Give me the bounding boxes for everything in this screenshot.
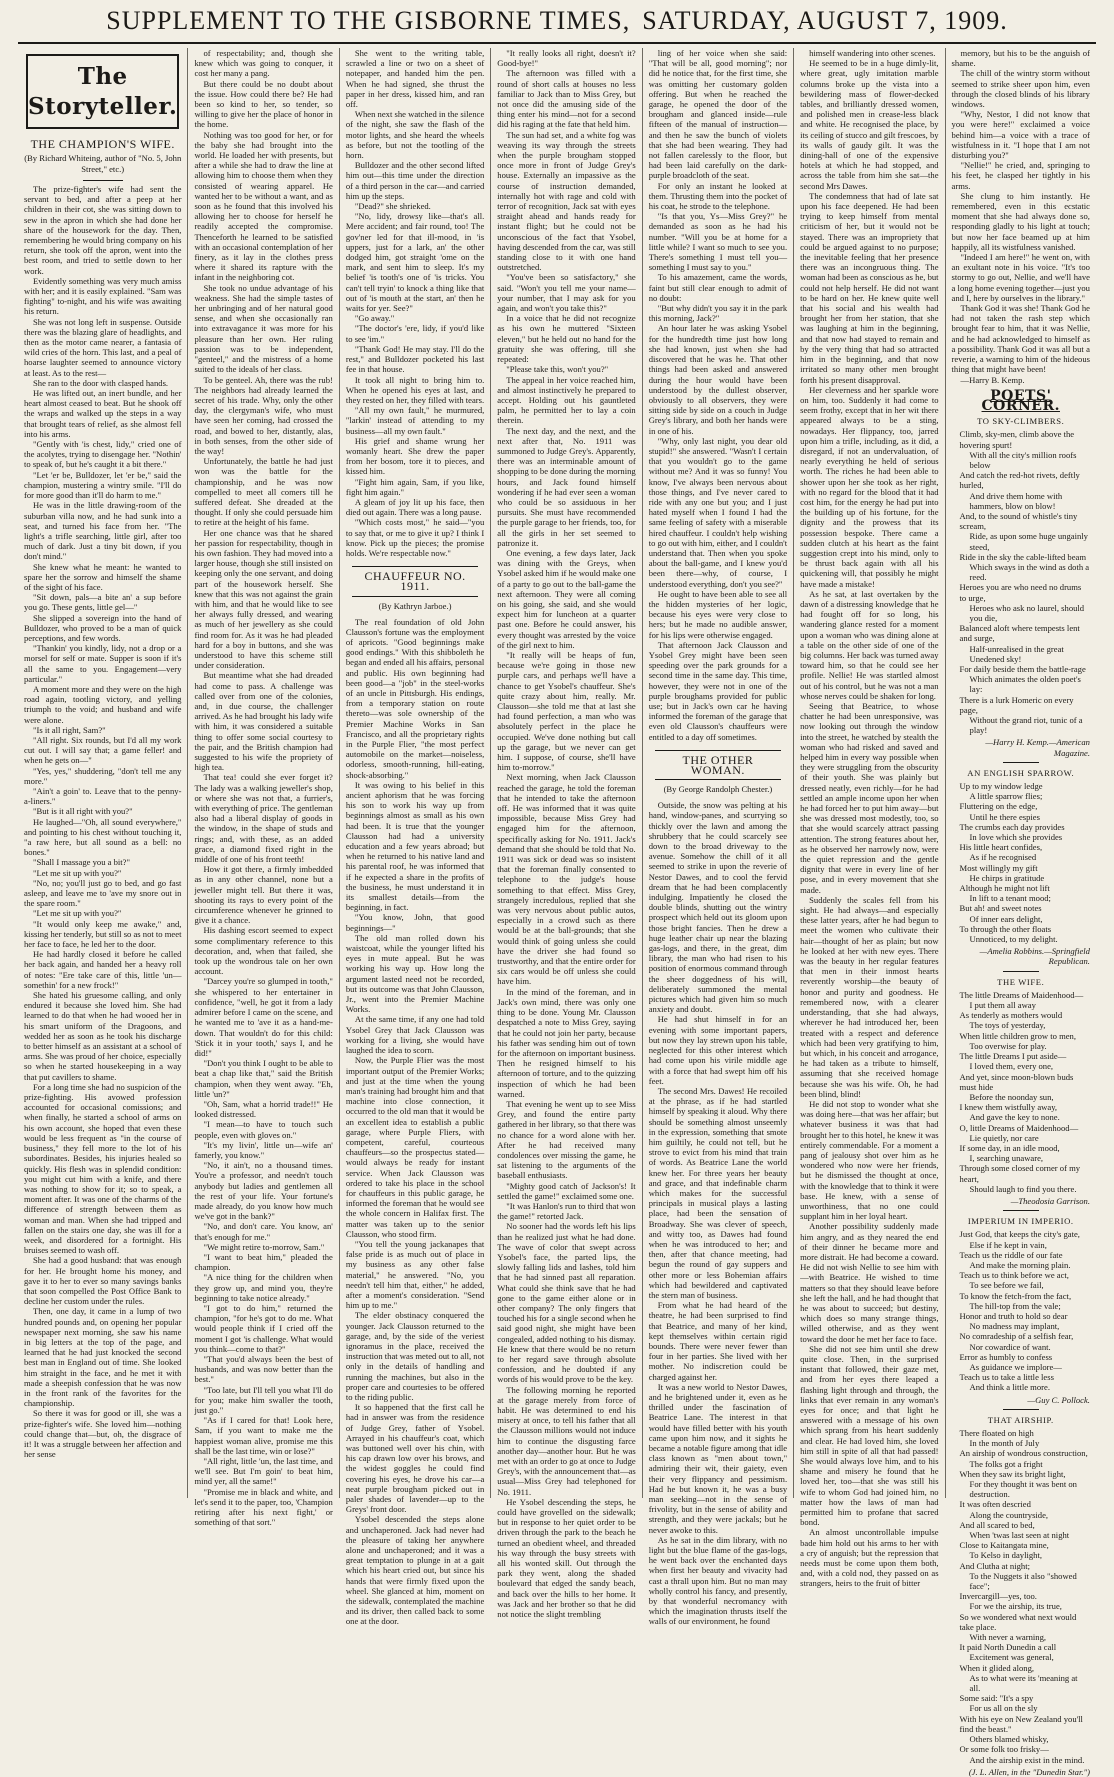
paragraph: "Go away." — [354, 313, 395, 324]
paragraph: His grief and shame wrung her womanly heart. She drew the paper from her bosom, tore it to pieces, and kissed him. — [345, 435, 485, 477]
paragraph: As he sat in the dim library, with no light but the blue flame of the gas-logs, he went back over the enchanted days when first her beauty and vivacity had cast a thrall upon him. But no man may wholly control his fancy, and presently, by that wonderful necromancy with which the imagination thrusts itself the walls of our environment, he found — [648, 1534, 788, 1627]
poem-line: Most willingly my gift — [959, 862, 1038, 873]
paragraph: She went to the writing table, scrawled a line or two on a sheet of notepaper, and handed him the pen. When he had signed, she thrust the paper in her dress, kissed him, and ran off. — [345, 48, 485, 110]
divider — [1003, 971, 1039, 972]
paragraph: —Harry B. Kemp. — [960, 374, 1025, 385]
poem-line: For us all on the sly — [969, 1703, 1038, 1714]
poem-line: And drive them home with hammers, blow on blow! — [969, 490, 1063, 511]
paragraph: For a long time she had no suspicion of the prize-fighting. His avowed profession accounted for occasional comissions; and when finally, he started a school of arms on his own account, she hoped that even these would be less frequent as "in the course of business," they fell more to the lot of his subordinates. Besides, his injuries healed so quickly. His flesh was in splendid condition: you might cut him with a knife, and there was nothing to show for it; so to speak, a moment after. It was one of the charms of the difference of strength between them as woman and man. When she had tripped and fallen on the stairs one day, she was ill for a week, and disordered for a fortnight. His bruises seemed to wash off. — [24, 1081, 182, 1256]
paragraph: "Yes, yes," shuddering, "don't tell me any more." — [24, 765, 182, 786]
poem-line: And the airship exist in the mind. — [969, 1754, 1085, 1765]
column-4 — [491, 48, 642, 1620]
poem-line: To Kelso in daylight, — [969, 1550, 1042, 1561]
story-byline: (By Richard Whiteing, author of "No. 5, John Street," etc.) — [24, 153, 182, 174]
poem-line: I loved them, every one, — [969, 1061, 1054, 1072]
paragraph: Bulldozer and the other second lifted him out—this time under the direction of a third person in the car—and carried him up the steps. — [345, 160, 485, 201]
poems — [952, 416, 1090, 1211]
paragraph: "The doctor's 'ere, lidy, if you'd like to see 'im." — [345, 323, 485, 344]
poem-line: For they thought it was bent on destruction. — [969, 1479, 1077, 1500]
paragraph: "Thankin' you kindly, lidy, not a drop or a morsel for self or mate. Supper is soon if it's all the same to you. Engagement—very particular." — [24, 643, 182, 684]
poem-line: The crumbs each day provides — [959, 821, 1065, 832]
paragraph: "I mean—to have to touch such people, even with gloves on." — [194, 1119, 333, 1140]
poem-line: He chirps in gratitude — [969, 872, 1045, 883]
poem-title: TO SKY-CLIMBERS. — [977, 416, 1065, 427]
paragraph: "You've been so satisfactory," she said. "Won't you tell me your name—your number, that I may ask for you again, and won't you take this?" — [497, 272, 636, 314]
paragraph: "It would only keep me awake," and, kissing her tenderly, but still so as not to meet her face to face, he led her to the door. — [24, 918, 182, 950]
poem-lines — [960, 781, 1090, 944]
paragraph: He had shut himself in for an evening with some important papers, but now they lay strewn upon his table, neglected for this other interest which had come upon his virile middle age with a force that had swept him off his feet. — [648, 1014, 788, 1086]
paragraph: The prize-fighter's wife had sent the servant to bed, and after a peep at her children in their cot, she was sitting down to sew in the apron in which she had done her share of the housework for the day. Then, remembering he would bring company on his return, she took off the apron, went into the best room, and tried to settle down to her work. — [24, 184, 182, 276]
paragraph: memory, but his to be the anguish of shame. — [951, 48, 1090, 69]
paragraph: Nothing was too good for her, or for the baby she had brought into the world. He loaded her with presents, but after a while she had to draw the line at allowing him to choose them when they consisted of wearing apparel. He wanted her to be without a want, and as soon as he found that this involved his allowing her to choose for herself he readily accepted the compromise. Thenceforth he learned to be satisfied with an occasional contemplation of her finery, as it lay in the clothes press where it shared its rapture with the infant in the neighboring cot. — [194, 129, 333, 283]
poem-credit: (J. L. Allen, in the "Dunedin Star.") — [968, 1766, 1090, 1777]
paragraph: Now, the Purple Flier was the most important output of the Premier Works; and just at the time when the young man's training had brought him and that machine into close connection, it occurred to the old man that it would be an excellent idea to establish a public garage, where Purple Fliers, with competent, careful, courteous chauffeurs—so the prospectus stated—would always be ready for instant service. When Jack Clausson was ordered to take his place in the school for chauffeurs in this public garage, he informed the foreman that he would see the whole concern in Halifax first. The matter was taken up to the senior Clausson, who stood firm. — [345, 1055, 485, 1239]
paragraph: She was not long left in suspense. Outside there was the blazing glare of headlights, and then as the motor came nearer, a fantasia of wild cries of the horn. This last, and a peal of hoarse laughter seemed to announce victory at least. As to the rest— — [24, 316, 182, 378]
paragraph: "All my own fault," he murmured, "larkin' instead of attending to my business—all my own fault." — [345, 405, 485, 436]
story-body — [800, 48, 938, 1589]
story-body — [649, 48, 787, 742]
paragraph: To be genteel. Ah, there was the rub! The neighbors had already learned the secret of his trade. Why, only the other day, the clergyman's wife, who must have seen her coming, had crossed the road, and bowed to her, distantly, alas, in both senses, from the other side of the way! — [194, 374, 333, 456]
paragraph: But there could be no doubt about the issue. How could there be? He had been so kind to her, so tender, so willing to give her the place of honor in the home. — [194, 78, 333, 130]
poem-line: Climb, sky-men, climb above the hovering spurt! — [959, 429, 1075, 450]
paragraph: That afternoon Jack Clausson and Ysobel Grey might have been seen speeding over the park grounds for a second time in the same day. This time, however, they were not in one of the purple broughams provided for public use; but in Jack's own car he having informed the foreman of the garage that even old Clausson's chauffeurs were entitled to a day off sometimes. — [648, 639, 788, 742]
poem-lines — [960, 1229, 1090, 1392]
paragraph: He did not stop to wonder what she was doing here—that was her affair; but whatever business it was that had brought her to this hotel, he knew it was entirely commendable. For a moment a pang of jealousy shot over him as he wondered who now were her friends, but he dismissed the thought at once, with the knowledge that to think it were base. He knew, with a sense of unworthiness, that no one could supplant him in her loyal heart. — [800, 1098, 939, 1222]
poem-line: Honor and truth to hold so dear — [959, 1310, 1068, 1321]
poem-line: Without the grand riot, tunic of a play! — [969, 715, 1083, 736]
paragraph: No sooner had the words left his lips than he realized just what he had done. The wave of color that swept across Ysobel's face, the parted lips, the slowly falling lids and lashes, told him that he had sinned past all reparation. What could she think save that he had gone to the game either alone or in other company? The only fingers that touched his for a single second when he said good night, she might have been congealed, added nothing to his dismay. He knew that there would be no return to her regard save through absolute confession, and he doubted if any words of his would prove to be the key. — [497, 1221, 636, 1385]
divider — [1003, 1409, 1039, 1410]
poem-line: Just God, that keeps the city's gate, — [959, 1229, 1080, 1240]
poem-line: Or some folk too frisky— — [959, 1744, 1049, 1755]
poem-title: THE WIFE. — [997, 976, 1045, 987]
paragraph: The sun had set, and a white fog was weaving its way through the streets when the purple brougham stopped once more in front of Judge Grey's house. Externally an impassive as the course of instruction demanded, internally hot with rage and cold with terror of recognition, Jack sat with eyes straight ahead and hands ready for instant flight; but he could not be unconscious of the fact that Ysobel, having descended from the car, was still standing close to it with one hand outstretched. — [497, 129, 636, 273]
paragraph: One evening, a few days later, Jack was dining with the Greys, when Ysobel asked him if he would make one of a party to go out to the ball-game the next afternoon. They were all coming on his going, she said, and she would expect him for luncheon at a quarter past one. Before he could answer, his every thought was arrested by the voice of the girl next to him. — [497, 547, 636, 650]
paragraph: As he sat, at last overtaken by the dawn of a distressing knowledge that he had fought off for so long, his wandering glance rested for a moment upon a woman who was dining alone at a table on the other side of one of the big columns. Her back was turned away toward him, so that he could see her profile. Nellie! He was startled almost out of his control, but he was not a man whose nerves could be shaken for long. — [800, 588, 939, 701]
paragraph: "You tell the young jackanapes that false pride is as much out of place in my business as any other false material," he answered. "No, you needn't tell him that, either," he added, after a moment's consideration. "Send him up to me." — [345, 1238, 485, 1311]
paragraph: Thank God it was she! Thank God he had not taken the rash step which brought fear to him, that it was Nellie, and he had acknowledged to himself as a possibility. Thank God it was all but a reverie, a warning to him of the hideous thing that might have been! — [951, 303, 1090, 375]
paragraph: "No, and don't care. You know, an' that's enough for me." — [194, 1221, 333, 1242]
paragraph: The real foundation of old John Clausson's fortune was the employment of apricots. "Good beginnings make good endings." With this shibboleth he began and ended all his affairs, personal and public. His own beginning had been good—a "job" in the steel-works of an uncle in Pittsburgh. His endings, from a temporary station on route thereto—was sole ownership of the Premier Machine Works in San Francisco, and all the proprietary rights in the Purple Flier, "the most perfect automobile on the market—noiseless, odorless, smooth-running, hill-eating, shock-absorbing." — [345, 616, 485, 780]
poem-line: Ride in the sky the cable-lifted beam — [959, 551, 1087, 562]
divider — [83, 180, 123, 181]
paragraph: An hour later he was asking Ysobel for the hundredth time just how long she had known, just when she had discovered that he was he. That other things had been asked and answered during the hour would have been understood by the dullest observer, obviously to all observers, they were sitting side by side on a couch in Judge Grey's library, and both her hands were in one of his. — [648, 323, 788, 436]
divider — [1003, 762, 1039, 763]
paragraph: He laughed—"Oh, all sound everywhere," and pointing to his chest without touching it, "a raw here, but all sound as a bell: no bones." — [24, 816, 182, 858]
poem-line: Of inner ears delight, — [969, 913, 1043, 924]
poem-line: Although he might not lift — [959, 883, 1050, 894]
poem-line: Heroes who ask no laurel, should you die, — [969, 602, 1085, 623]
paragraph: "It really looks all right, doesn't it? Good-bye!" — [497, 48, 636, 69]
paragraph: She did not see him until she drew quite close. Then, in the surprised instant that followed, their gaze met, and from her eyes there leaped a flashing light through and through, the links that ever remain in any woman's eyes for once; and that light he answered with a message of his own which sprang from his heart suddenly and clear. He had loved him, she loved him still in spite of all that had passed! She would always love him, and to his shame and misery he found that he loved her, too—that she was still his wife to whom God had joined him, no matter how the laws of man had permitted him to profane that sacred bond. — [800, 1343, 939, 1528]
poem-lines — [960, 990, 1090, 1194]
story-title: THE CHAMPION'S WIFE. — [30, 137, 175, 151]
paragraph: She knew what he meant: he wanted to spare her the sorrow and himself the shame of the sight of his face. — [24, 561, 182, 592]
column-1 — [18, 48, 188, 1498]
poem-line: In love which she provides — [969, 832, 1063, 843]
poem-line: As guidance we implore— — [969, 1361, 1062, 1372]
paragraph: She hated his gruesome calling, and only endured it because she loved him. She had learned to do that when he had wooed her in his smart uniform of the Dragoons, and wedded her as soon as he took his discharge to better himself as an assistant at a school of arms. She was proud of her choice, especially so when he started housekeeping in a way that put cavillers to shame. — [24, 990, 182, 1082]
paragraph: The appeal in her voice reached him, and almost instinctively he prepared to accept. Holding out his gauntleted palm, he permitted her to lay a coin therein. — [497, 374, 636, 426]
paragraph: The old man rolled down his waistcoat, while the younger lifted his eyes in mute appeal. But he was working his way up. How long the argument lasted need not be recorded, but its outcome was that John Clausson, Jr., went into the Premier Machine Works. — [345, 932, 485, 1015]
paragraph: "Don't you think I ought to be able to beat a chap like that," said the British champion, when they went away. "Eh, little 'un?" — [194, 1058, 333, 1099]
paragraph: Next morning, when Jack Clausson reached the garage, he told the foreman that he intended to take the afternoon off. He was informed that it was quite impossible, because Miss Grey had engaged him for the afternoon, specifically asking for No. 1911. Jack's demand that she should be told that No. 1911 was sick or dead was so insistent that the foreman finally consented to telephone to the judge's house something to that effect. Miss Grey, strangely incredulous, replied that she was very nervous about public autos, especially in a crowd such as there would be at the ball-grounds; that she would think of going unless she could have the driver she had found so trustworthy, and that the entire order for six cars would be off unless she could have him. — [497, 772, 636, 987]
paragraph: To his amazement, came the words, faint but still clear enough to admit of no doubt: — [648, 272, 788, 303]
paragraph: "Darcey you're so glumped in tooth," she whispered to her entertainer in confidence, "well, he got it from a lady admirer before I came on the scene, and he wanted me to 'ave it as a hand-me-down. That wouldn't do for this child: 'Stick it in your tooth,' says I, and he did!" — [194, 976, 333, 1058]
paragraph: "Please take this, won't you?" — [506, 364, 609, 375]
paragraph: It so happened that the first call he had in answer was from the residence of Judge Grey, father of Ysobel. Arrayed in his chauffeur's coat, which was buttoned well over his chin, with his cap drawn low over his brows, and the widest goggles he could find covering his eyes, he drove his car—a neat purple brougham picked out in paler shades of lavender—up to the Greys' front door. — [345, 1402, 485, 1515]
paragraph: The condemness that had of late sat upon his face deepened. He had been trying to keep himself from mental criticism of her, but it would not be stayed. There was an impropriety that could be argued against to no purpose; the inevitable feeling that her presence there was an incongruous thing. The woman had been as conscious as he, but could not help herself. He did not want to be hard on her. He knew quite well that his social and his wealth had brought her from her station, that she was laughing at him in the beginning, and that now had stayed to remain and by the very thing that had so attracted him in the beginning, and that now irritated so many other men brought forth his present disapproval. — [800, 190, 939, 385]
poem-line: Before the noonday sun, — [969, 1091, 1054, 1102]
paragraph: Outside, the snow was pelting at his hand, window-panes, and scurrying so thickly over the lawn and among the shrubbery that he could scarcely see down to the broad driveway to the avenue. Somehow the chill of it all seemed to strike in upon the reverie of Nestor Dawes, and to cool the fervid dream that he had been complacently indulging. Impatiently he closed the double blinds, shutting out the wintry prospect which held out its gloom upon those bright fancies. Then he drew a huge leather chair up near the blazing gas-logs, and there, in the great, dim library, the man who had risen to his position of enormous command through the sheer doggedness of his will, deliberately summoned the mental pictures which had given him so much anxiety and doubt. — [648, 800, 788, 1015]
poem-line: As if he recognised — [969, 852, 1037, 863]
paragraph: She clung to him instantly. He remembered, even in this ecstatic moment that she had always done so, responding gladly to his light at touch; but now her face beamed up at him happily, all its wistfulness vanished. — [951, 190, 1090, 252]
paragraph: "It was Hanlon's run to third that won the game!" retorted Jack. — [497, 1200, 636, 1222]
poem-line: Ride, as upon some huge ungainly steed, — [969, 531, 1088, 552]
poem-line: Heroes you are who need no drums to urge, — [959, 582, 1082, 603]
poem-line: And make the morning plain. — [969, 1259, 1071, 1270]
paragraph: "Oh, Sam, what a horrid trade!!" He looked distressed. — [194, 1098, 333, 1120]
paragraph: "All right, little 'un, the last time, and we'll see. But I'm goin' to beat him, mind yer, all the same!" — [194, 1456, 333, 1487]
poem-line: With all the city's million roofs below — [969, 449, 1077, 470]
poem-line: The little Dreams of Maidenhood— — [959, 989, 1084, 1000]
poem-line: The toys of yesterday, — [969, 1020, 1046, 1031]
paragraph: He ought to have been able to see all the hidden mysteries of her logic, because his eyes were very close to hers; but he made no audible answer, for his lips were otherwise engaged. — [648, 588, 788, 640]
paragraph: "I got to do him," returned the champion, "for he's got to do me. What would people think if I cried off the moment I got 'is challenge. What would you think—come to that?" — [194, 1302, 333, 1354]
poem-line: And Clutha at night; — [959, 1560, 1030, 1571]
paragraph: "But is it all right with you?" — [33, 806, 133, 817]
story-body — [497, 48, 635, 1619]
poem-line: When 'twas last seen at night — [969, 1530, 1070, 1541]
poem-line: I knew them wistfully away, — [959, 1102, 1058, 1113]
poem-line: Which animates the olden poet's lay: — [969, 674, 1081, 695]
paragraph: "Fight him again, Sam, if you like, fight him again." — [345, 476, 485, 497]
paragraph: He was in the little drawing-room of the suburban villa now, and he had sunk into a seat, and turned his face from her. "The light's a trifle searching, little girl, after too much of dark. Just a tiny bit down, if you don't mind." — [24, 500, 182, 562]
poem-line: Teach us to take a little less — [959, 1372, 1054, 1383]
poem-line: Else if he kept in vain, — [969, 1239, 1047, 1250]
paragraph: Unfortunately, the battle he had just won was the battle for the championship, and he was now compelled to meet all comers till he suffered defeat. She dreaded at the thought. If only she could persuade him to retire at the height of his fame. — [194, 456, 333, 528]
column-2 — [188, 48, 339, 1528]
poem-lines — [960, 429, 1090, 735]
column-6 — [794, 48, 945, 1589]
poem-credit: —Theodosia Garrison. — [1010, 1195, 1090, 1206]
paragraph: It was a new world to Nestor Dawes, and he brightened under it, even as he thrilled under the fascination of Beatrice Lane. The interest in that would have filled better with his youth came upon him now, and it sights he became a notable figure among that idle class known as "men about town," admiring their wit, their gaiety, even their very flippancy and pessimism. Had he but known it, he was a busy man seeking—not in the sense of frivolity, but in the sense of ability and strength, and they were jackals; but he never awoke to this. — [648, 1381, 788, 1535]
paragraph: "Is that you, Ys—Miss Grey?" he demanded as soon as he had his number. "Will you be at home for a little while? I want so much to see you. There's something I must tell you—something I must say to you." — [648, 211, 788, 273]
poem-line: And, to the sound of whistle's tiny scream, — [959, 510, 1078, 532]
paragraph: He had hardly closed it before he called her back again, and handed her a heavy roll of notes: "Ere take care of this, little 'un—somethin' for a new frock!" — [24, 949, 182, 990]
poem-line: Close to Kaitangata mine, — [959, 1540, 1049, 1551]
poem-line: For daily beside them the battle-rage — [959, 663, 1086, 674]
poem-line: There floated on high — [959, 1428, 1034, 1438]
paragraph: himself wandering into other scenes. — [809, 48, 936, 58]
poem-line: Teach us to think before we act, — [959, 1270, 1069, 1281]
paragraph: How it got there, a firmly imbedded as in any other channel, none but a jeweller might tell. But there it was, shooting its rays to every point of the circumference whenever he grinned to give it a chance. — [194, 864, 333, 926]
column-5 — [643, 48, 794, 1627]
paragraph: "Mighty good catch of Jackson's! It settled the game!" exclaimed some one. — [497, 1180, 636, 1201]
poem-line: When they saw its bright light, — [959, 1468, 1066, 1479]
poem-line: In lift to a tenant mood; — [969, 893, 1051, 904]
column-3 — [340, 48, 491, 1627]
poem-line: The folks got a fright — [969, 1458, 1043, 1469]
paragraph: From what he had heard of the theatre, he had been surprised to find that Beatrice, and many of her kind, kept themselves within certain rigid bounds. There were never fewer than four in her parties. She lived with her mother. No indiscretion could be charged against her. — [648, 1300, 788, 1382]
paragraph: "But why didn't you say it in the park this morning, Jack?" — [648, 303, 788, 324]
paragraph: So there it was for good or ill, she was a prize-fighter's wife. She loved him—nothing could change that—but, oh, the disgrace of it! It was a struggle between her affection and her sense — [24, 1408, 182, 1460]
paragraph: "No, no; you'll just go to bed, and go fast asleep, and leave me to 'ave my snore out in the spare room." — [24, 877, 182, 909]
poem-line: Too overwise for play. — [969, 1040, 1047, 1051]
paragraph: She ran to the door with clasped hands. — [33, 377, 169, 388]
poem-line: A little sparrow flies; — [969, 791, 1043, 802]
poem-line: Invercargill—yes, too. — [959, 1591, 1037, 1602]
paragraph: "Let me sit up with you?" — [33, 908, 122, 919]
poem-line: I, searching unaware, — [969, 1153, 1044, 1164]
poem-line: And all scared to bed, — [959, 1519, 1035, 1530]
poem-line: Up to my window ledge — [959, 781, 1043, 792]
story-body — [649, 800, 787, 1626]
masthead-right: SATURDAY, AUGUST 7, 1909. — [642, 6, 1008, 35]
poem-line: I put them all away — [969, 1000, 1036, 1011]
paragraph: She had a good husband: that was enough for her. He brought home his money, and gave it to her to ever so many savings banks that soon compelled the Post Office Bank to decline her custom under the rules. — [24, 1255, 182, 1307]
paragraph: The second Mrs. Dawes! He recoiled at the phrase, as if he had startled himself by speaking it aloud. Why there should be something almost unseemly in the expression, something that smote him guiltily, he could not tell, but he strove to evict from his mind that train of words. As Beatrice Lane the world knew her. For three years her beauty and grace, and that indefinable charm which makes for the successful principals in musical plays a lasting place, had been the sensation of Broadway. She was clever of speech, and witty too, as Dawes had found when he was introduced to her; and then, after that chance meeting, had begun the round of gay suppers and other more or less Bohemian affairs which had bewildered and captivated the stern man of business. — [648, 1085, 788, 1300]
poem-line: Along the countryside, — [969, 1509, 1049, 1520]
poem-line: Teach us the riddle of our fate — [959, 1249, 1063, 1260]
paragraph: For only an instant he looked at them. Thrusting them into the pocket of his coat, he strode to the telephone. — [648, 180, 788, 212]
paragraph: "Let me sit up with you?" — [33, 867, 122, 878]
poem-line: When it glided along, — [959, 1662, 1035, 1673]
paragraph: "Sit down, pals—a bite an' a sup before you go. These gents, little gel—" — [24, 592, 182, 613]
paragraph: "It really will be heaps of fun, because we're going in those new purple cars, and perhaps we'll have a chance to get Ysobel's chauffeur. She's quite crazy about him, really. Mr. Clausson—she told me that at last she had found perfection, a man who was absolutely perfect in the place he occupied. We've done nothing but call up the garage, but we never can get him. I suppose, of course, she'll have him to-morrow." — [497, 649, 636, 773]
masthead-left: SUPPLEMENT TO THE GISBORNE TIMES, — [106, 6, 631, 35]
poem-line: As to what were its 'meaning at all. — [969, 1672, 1078, 1694]
poem-line: There is a lurk Homeric on every page, — [959, 694, 1074, 715]
paragraph: He Ysobel descending the steps, he could have grovelled on the sidewalk; but in response to her quiet order to be driven through the park to the beach he turned an obedient wheel, and threaded his way through the busy streets with all his wonted skill. Out through the park they went, along the shaded boulevard that edged the sandy beach, and back over the hills to her home. It was Jack and her brother so that he did not notice the slight trembling — [497, 1496, 636, 1620]
paragraph: Suddenly the scales fell from his sight. He had always—and especially these latter years, after he had begun to meet the women who cultivate their hair—thought of her as plain; but now he looked at her with new eyes. There was the beauty in her regular features that men in their inmost hearts reverently worship—the beauty of honor and purity and goodness. He remembered now, with a clearer understanding, that she had always, wherever he had introduced her, been treated with a respect and deference which had been very gratifying to him, but which, in his conceit and arrogance, he had taken as a tribute to himself, assuming that she received homage because she was his wife. Oh, he had been blind, blind! — [800, 894, 939, 1099]
paragraph: "Why, Nestor, I did not know that you were here!" exclaimed a voice behind him—a voice with a trace of wistfulness in it. "I hope that I am not disturbing you?" — [951, 109, 1090, 161]
story-title: CHAUFFEUR NO. 1911. — [352, 566, 478, 596]
paragraph: "Thank God! He may stay. I'll do the rest," and Bulldozer pocketed his last fee in that house. — [345, 343, 485, 375]
paragraph: The following morning he reported at the garage merely from force of habit. He was determined to end his misery at once, to tell his father that all the Clausson millions would not induce him to continue the disgusting farce another day—another hour. But he was met with an order to go at once to Judge Grey's, with the announcement that—as usual—Miss Grey had telephoned for No. 1911. — [497, 1384, 636, 1497]
poem-line: Which sways in the wind as doth a reed. — [969, 561, 1090, 583]
poem-line: And think a little more. — [969, 1382, 1050, 1393]
paragraph: "Which costs most," he said—"you to say that, or me to give it up? I think I know. Pick up the pieces; the promise holds. We're respectable now." — [345, 517, 485, 558]
poem-lines — [960, 1428, 1090, 1765]
paragraph: "Indeed I am here!" he went on, with an exultant note in his voice. "It's too stormy to go out, Nellie, and we'll have a long home evening together—just you and I, here by ourselves in the library." — [951, 252, 1090, 303]
poem-line: Some said: "It's a spy — [959, 1693, 1034, 1704]
paragraph: He was lifted out, an inert bundle, and her heart almost ceased to beat. But he shook off the wraps and walked up the steps in a way that brought tears of relief, as she almost fell into his arms. — [24, 388, 182, 439]
paragraph: "Is it all right, Sam?" — [33, 724, 106, 735]
poem-line: So we wondered what next would take place. — [959, 1611, 1077, 1632]
paragraph: Her one chance was that he shared her passion for respectability, though in his own fashion. They had moved into a larger house, though she still insisted on keeping only the one servant, and doing part of the housework herself. She knew that this was not against the grain with him, and that he would like to see her always fully dressed, and wearing as much of her jewellery as she could find room for. As it was he had pleaded hard for a boy in buttons, and she was understood to have this scheme still under consideration. — [194, 527, 333, 671]
paragraph: It was owing to his belief in this ancient aphorism that he was forcing his son to work his way up from beginnings almost as small as his own had been. It is true that the younger Clausson had had a university education and a few years abroad; but when he returned to his native land and his parental roof, he was informed that if he expected a share in the profits of the business, he must understand it in its smallest details—from the beginning, in fact. — [345, 779, 485, 913]
paragraph: "No, it ain't, no a thousand times. You're a professor, and needn't touch anybody but ladies and gentlemen all the rest of your life. Your fortune's made already, do you know how much we've got in the bank?" — [194, 1160, 333, 1222]
poem-line: With never a warning, — [969, 1632, 1047, 1643]
paragraph: "All right. Six rounds, but I'd all my work cut out. I will say that; a game feller! and when he gets on—" — [24, 734, 182, 766]
poem-line: And gave the key to none. — [969, 1112, 1060, 1123]
poem-credit: —Guy C. Pollock. — [1027, 1394, 1090, 1405]
section-banner: The Storyteller. — [26, 54, 179, 129]
paragraph: Then, one day, it came in a lump of two hundred pounds and, on opening her popular newspaper next morning, she saw his name in big letters at the top of the page, and learned that he had just knocked the second best man in England out of time. She looked him straight in the face, and he met it with made a sheepish confession that he was now in the front rank of the favorites for the championship. — [24, 1306, 182, 1409]
poem-title: AN ENGLISH SPARROW. — [967, 767, 1075, 778]
poem-line: For we the airship, its true, — [969, 1601, 1062, 1612]
paragraph: The next day, and the next, and the next after that, No. 1911 was summoned to Judge Grey's. Apparently, there was an interminable amount of shopping to be done during the morning hours, and Jack found himself wondering if he had ever seen a woman who could be so assiduous in her pursuits. She must have recommended the purple garage to her friends, too, for all the girls in her set seemed to patronize it. — [497, 425, 636, 548]
paragraph: At the same time, if any one had told Ysobel Grey that Jack Clausson was working for a living, she would have laughed the idea to scorn. — [345, 1014, 485, 1056]
paragraph: She took no undue advantage of his weakness. She had the simple tastes of her unbringing and of her natural good sense, and when she occasionally ran into extravagance it was more for his pleasure than her own. Her ruling passion was to be independent, "genteel," and the mistress of a home suited to the ideals of her class. — [194, 282, 333, 375]
paragraph: "Promise me in black and white, and let's send it to the paper, too, 'Champion retiring after his next fight,' or something of that sort." — [194, 1486, 333, 1528]
poem-line: If some day, in an idle mood, — [959, 1142, 1060, 1153]
story-title: THE OTHER WOMAN. — [655, 750, 781, 780]
paragraph: His dashing escort seemed to expect some complimentary reference to this decoration, and, when that failed, she took up the wondrous tale on her own account. — [194, 925, 333, 977]
poem-line: When little children grow to men, — [959, 1030, 1077, 1041]
poem-line: It paid North Dunedin a call — [959, 1642, 1057, 1653]
paragraph: "It's my livin', little un—wife an' famerly, you know." — [194, 1139, 333, 1160]
paragraph: When next she watched in the silence of the night, she saw the flash of the motor lights, and she heard the wheels as before, but not the tootling of the horn. — [345, 109, 485, 161]
paragraph: "A nice thing for the children when they grow up, and mind you, they're beginning to take notice already." — [194, 1272, 333, 1303]
poem-line: And yet, since moon-blown buds must hide — [959, 1071, 1074, 1092]
poem-line: Error as humbly to confess — [959, 1351, 1053, 1362]
masthead — [0, 0, 1114, 42]
poem-title: THAT AIRSHIP. — [987, 1414, 1054, 1425]
poem-line: To the Nuggets it also "showed face"; — [969, 1570, 1077, 1592]
poem-line: And catch the red-hot rivets, deftly hurled, — [959, 470, 1080, 491]
poem-line: It was often descried — [959, 1499, 1031, 1510]
paragraph: "Let 'er be, Bulldozer, let 'er be," said the champion, mustering a wintry smile. "I'll do for more good than it'll do harm to me." — [24, 469, 182, 501]
story-body — [952, 48, 1090, 385]
paragraph: "We might retire to-morrow, Sam." — [203, 1241, 325, 1252]
paragraph: That evening he went up to see Miss Grey, and found the entire party gathered in her library, so that there was no chance for a word alone with her. After he had received many condolences over missing the game, he sat listening to the arguments of the baseball enthusiasts. — [497, 1098, 636, 1181]
paragraph: of respectability; and, though she knew which was going to conquer, it cost her many a pang. — [194, 48, 333, 79]
newspaper-columns — [18, 48, 1096, 1777]
paragraph: An almost uncontrollable impulse bade him hold out his arms to her with a cry of anguish; but the repression that needs must be come upon them both, and, with a cold nod, they passed on as strangers, heirs to the fruit of bitter — [800, 1527, 939, 1589]
poem-line: The hill-top from the vale; — [969, 1300, 1061, 1311]
paragraph: "You know, John, that good beginnings—" — [345, 912, 485, 933]
paragraph: But meantime what she had dreaded had come to pass. A challenge was called over from one of the colonies, and, in due course, the challenger arrived. As he had brought his lady wife with him, it was considered a suitable thing to offer some social courtesy to the pair, and the British champion had suggested to his wife the propriety of high tea. — [194, 670, 333, 773]
poem-line: Half-unrealised in the great Unedened sky! — [969, 643, 1064, 664]
divider — [1003, 1210, 1039, 1211]
paragraph: Seeing that Beatrice, to whose chatter he had been unresponsive, was now looking out through the window into the street, he watched by stealth the woman who had risked and saved and helped him in every way possible when they were struggling from the obscurity of their youth. She was plainly but dressed neatly, even richly—for he had settled an ample income upon her when he had forced her to put him away—but she was dressed most modestly, too, so that she would scarcely attract passing attention. The strong features about her, as he observed her narrowly now, were the quiet repression and the gentle dignity that were in every line of her pose, and in every movement that she made. — [800, 701, 939, 895]
poem-line: To see before we fail, — [969, 1280, 1044, 1291]
paragraph: In a voice that he did not recognize as his own he muttered "Sixteen eleven," but he held out no hand for the gratuity she was offering, till she repeated: — [497, 313, 636, 365]
paragraph: "No, lidy, drowsy like—that's all. Mere accident; and fair round, too! The gov'ner led for that ill-mood, in 'is uppers, just for a lark, an' the other dodged him, got straight 'ome on the mark, and sent him to sleep. It's my belief 'is tooth's one of 'is tricks. You can't tell tryin' to knock a thing like that out of 'is mouth at the start, an' then he waits for yer. See?" — [345, 211, 485, 314]
poem-line: Others blamed whisky, — [969, 1734, 1049, 1745]
paragraph: A moment more and they were on the high road again, tootling victory, and yelling triumph to the void; and husband and wife were alone. — [24, 683, 182, 725]
poem-line: With his eye on New Zealand you'll find the beast." — [959, 1713, 1083, 1734]
poem-line: Fluttering on the edge, — [959, 801, 1038, 812]
poem-line: O, little Dreams of Maidenhood— — [959, 1122, 1079, 1133]
poem-line: Nor cowardice of want. — [969, 1341, 1051, 1352]
poem-line: His little heart confides, — [959, 842, 1043, 853]
poem-line: Unnoticed, to my delight. — [969, 934, 1058, 945]
paragraph: ling of her voice when she said: "That will be all, good morning"; nor did he notice that, for the first time, she was omitting her customary golden offering. But when he reached the garage, he opened the door of the brougham and glanced inside—rule fifteen of the manual of instruction—and then he saw the bunch of violets that she had been wearing. They had not fallen carelessly to the floor, but had been laid carefully on the dark-purple broadcloth of the seat. — [648, 48, 788, 181]
paragraph: Her cleverness and her sparkle wore on him, too. Suddenly it had come to seem frothy, except that in her wit there appeared always to be a sting, nowadays. Her flippancy, too, jarred upon him a trifle, including, as it did, a disregard, if not an undervaluation, of nearly everything he held of serious worth. The riches he had been able to shower upon her she took as her right, with no regard for the blood that it had cost him, for the energy he had put into the building up of his fortune, for the dignity and the prowess that its possession bespoke. There came a sudden clutch at his heart as the faint suggestion crept into his mind, only to be thrust back again with all his quickening will, that possibly he might have made a mistake! — [800, 384, 939, 589]
poem-line: An airship of wondrous construction, — [959, 1448, 1088, 1459]
poem-line: The little Dreams I put aside— — [959, 1051, 1067, 1062]
paragraph: "Nellie!" he cried, and, springing to his feet, he clasped her tightly in his arms. — [951, 160, 1090, 191]
poem-line: To through the other floats — [959, 923, 1052, 934]
poem-line: Balanced aloft where tempests lent and surge, — [959, 623, 1080, 644]
poem-line: As tenderly as mothers would — [959, 1010, 1063, 1021]
paragraph: The elder obstinacy conquered the younger. Jack Clausson returned to the garage, and, by the side of the veriest ignoramus in the place, received the instruction that was meted out to all, not only in the details of handling and running the machines, but also in the proper care and courtesies to be offered to the riding public. — [345, 1310, 485, 1402]
paragraph: The chill of the wintry storm without seemed to strike sheer upon him, even through the closed blinds of his library windows. — [951, 68, 1090, 110]
story-body — [346, 48, 484, 558]
poem-credit: —Harry H. Kemp.—American Magazine. — [985, 737, 1090, 758]
story-body — [194, 48, 332, 1527]
story-body — [24, 184, 181, 1459]
poem-title: IMPERIUM IN IMPERIO. — [967, 1216, 1074, 1227]
poem-line: Through some closed corner of my heart, — [959, 1163, 1081, 1184]
paragraph: In the mind of the foreman, and in Jack's own mind, there was only one thing to be done. Young Mr. Clausson despatched a note to Miss Grey, saying that he could not join her party, because his father was sending him out of town for the afternoon on important business. Then he resigned himself to his afternoon of torture, and to the quizzing inspection of which he had been warned. — [497, 986, 636, 1099]
paragraph: He seemed to be in a huge dimly-lit, where great, ugly imitation marble columns broke up the vista into a bewildering mass of flower-decked tables, and brilliantly dressed women, and polished men in crease-less black and white. He recognised the place, by its ceiling of stucco and gilt frescoes, by its walls of gaudy gilt. It was the dining-hall of one of the expensive hotels at which he had stopped, and across the table from him she sat—the second Mrs Dawes. — [800, 58, 939, 191]
masthead-rule — [18, 42, 1096, 44]
poem-line: Lie quietly, nor care — [969, 1132, 1039, 1143]
poem-line: No madness may implant, — [969, 1321, 1060, 1332]
poets-corner-heading: POETS' CORNER. — [981, 387, 1060, 414]
paragraph: Evidently something was very much amiss with her; and it is easily explained. "Sam was fighting" to-night, and his wife was awaiting his return. — [24, 275, 182, 317]
paragraph: "That you'd always been the best of husbands, and was now better than the best." — [194, 1354, 333, 1385]
poem-line: Until he there espies — [969, 811, 1040, 822]
paragraph: She slipped a sovereign into the hand of Bulldozer, who proved to be a man of quick perceptions, and few words. — [24, 612, 182, 643]
story-byline: (By Kathryn Jarboe.) — [378, 600, 452, 611]
paragraph: "Too late, but I'll tell you what I'll do for you; make him swaller the tooth, just go." — [194, 1384, 333, 1416]
story-byline: (By George Randolph Chester.) — [663, 784, 773, 795]
paragraph: "Gently with 'is chest, lidy," cried one of the acolytes, trying to disengage her. "Nothin' to speak of, but he's caught it a bit there." — [24, 439, 182, 470]
paragraph: Ysobel descended the steps alone and unchaperoned. Jack had never had the pleasure of taking her anywhere alone and unchaperoned; and it was a great temptation to plunge in at a gait which his heart cried out, but since his hands that were firmly fixed upon the wheel. She glanced at him, moment on the sidewalk, contemplated the machine and its driver, then called back to some one at the door. — [345, 1514, 485, 1627]
poem-line: Should laugh to find you there. — [969, 1183, 1077, 1194]
paragraph: "I want to beat him," pleaded the champion. — [194, 1251, 333, 1273]
paragraph: The afternoon was filled with a round of short calls at houses no less familiar to Jack than to Miss Grey, but not once did the amusing side of the thing enter his mind—not for a second did his raging at the fate that held him. — [497, 68, 636, 130]
paragraph: Another possibility suddenly made him angry, and as they neared the end of their dinner he became more and more distrait. He had become a coward. He did not wish Nellie to see him with—with Beatrice. He wished to time matters so that they should leave before she left the hall, and he had thought that he was about to succeed; but destiny, which does so many strange things, willed otherwise, and as they went toward the door he met her face to face. — [800, 1221, 939, 1344]
paragraph: A gleam of joy lit up his face, then died out again. There was a long pause. — [345, 496, 485, 518]
paragraph: "Shall I massage you a bit?" — [33, 857, 130, 868]
paragraph: "Ain't a goin' to. Leave that to the penny-a-liners." — [24, 785, 182, 807]
story-body — [346, 617, 484, 1627]
poem-credit: —Amelia Robbins.—Springfield Republican. — [979, 946, 1090, 967]
poem-line: No comradeship of a selfish fear, — [959, 1331, 1074, 1342]
paragraph: That tea! could she ever forget it? The lady was a walking jeweller's shop, or where she was not that, a furrier's, with everything of price. The gentleman also had a liberal display of goods in the window, in the shape of studs and rings; and, with these, as an added grace, a diamond fixed right in the middle of one of his front teeth! — [194, 772, 333, 865]
poem-line: But ah! and sweet notes — [959, 903, 1042, 914]
paragraph: It took all night to bring him to. When he opened his eyes at last, and they rested on her, they filled with tears. — [345, 374, 485, 405]
paragraph: "Why, only last night, you dear old stupid!" she answered. "Wasn't I certain that you wouldn't go to the game without me? And it was so funny! You know, I've always been nervous about those things, and I've never cared to ride with any one but you; and I just hated myself when I found I had the same feeling of safety with a miserable hired chauffeur. I couldn't help wishing to go out with him, either, and I couldn't understand that. Then when you spoke about the ball-game, and I knew you'd been there—why, of course, I understood everything, don't you see?" — [648, 435, 788, 589]
paragraph: "As if I cared for that! Look here, Sam, if you want to make me the happiest woman alive, promise me this shall be the last time, win or lose?" — [194, 1415, 333, 1456]
paragraph: "Dead?" she shrieked. — [354, 201, 431, 212]
column-7 — [946, 48, 1096, 1777]
poem-line: In the month of July — [969, 1438, 1040, 1449]
poem-line: Excitement was general, — [969, 1652, 1054, 1663]
poem-line: To know the fetch-from the fact, — [959, 1290, 1072, 1301]
